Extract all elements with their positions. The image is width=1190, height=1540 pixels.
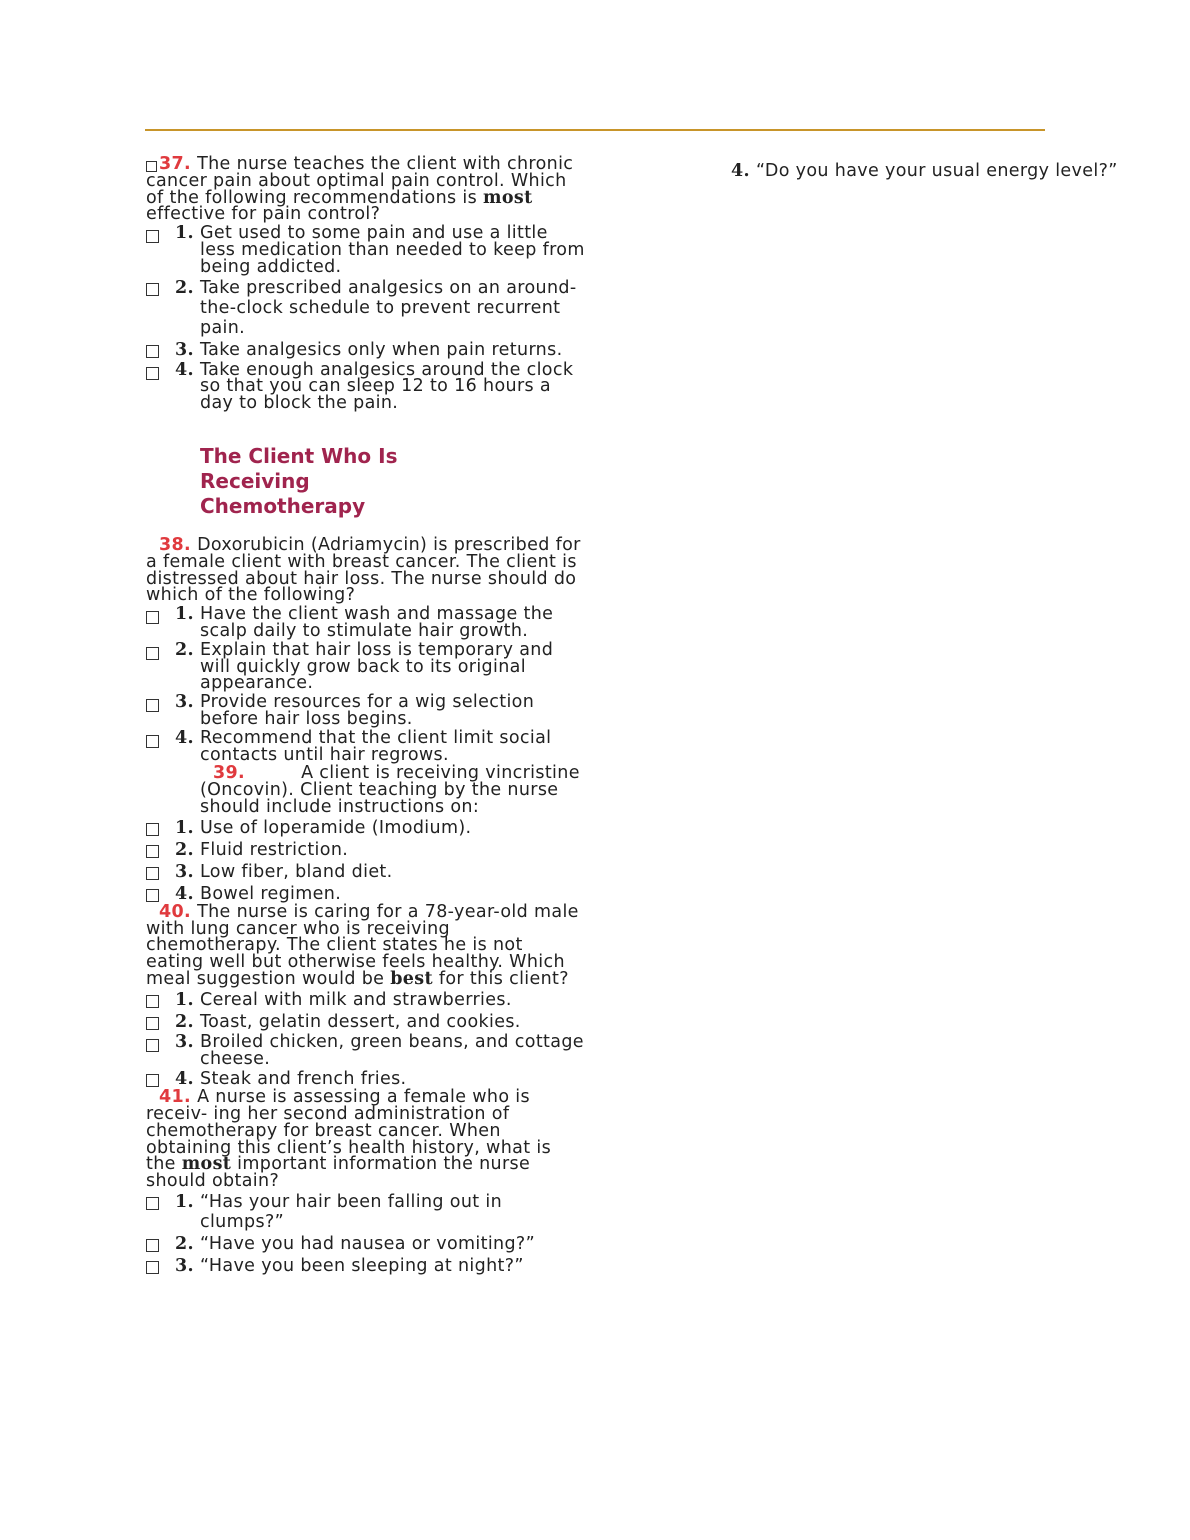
left-column (146, 156, 586, 1276)
option-number: 1. (175, 223, 194, 244)
option-text: “Do you have your usual energy level?” (755, 161, 1118, 181)
option-number: 4. (175, 883, 194, 904)
question-text: The nurse is caring for a 78-year-old male with lung cancer who is receiving chemotherapy. The client states he is not eating well but otherwise feels healthy. Which meal suggestion would be (146, 901, 579, 989)
q40-option-3 (146, 1031, 586, 1069)
question-number: 38. (159, 534, 192, 555)
option-number: 3. (175, 339, 194, 360)
option-text: Have the client wash and massage the scalp daily to stimulate hair growth. (200, 604, 554, 641)
answer-checkbox[interactable] (146, 611, 159, 624)
option-text: Get used to some pain and use a little less medication than needed to keep from being addicted. (200, 223, 585, 277)
option-text: Cereal with milk and strawberries. (200, 989, 512, 1010)
option-number: 4. (175, 1069, 194, 1090)
q41-option-2 (146, 1234, 586, 1254)
question-39-stem (146, 765, 586, 815)
option-text: Take enough analgesics around the clock so that you can sleep 12 to 16 hours a day to block the pain. (200, 359, 574, 414)
answer-checkbox[interactable] (146, 1074, 159, 1087)
question-text: The nurse teaches the client with chronic cancer pain about optimal pain control. Which of the following recommendations is (146, 154, 574, 208)
answer-checkbox[interactable] (146, 889, 159, 902)
option-text: Fluid restriction. (200, 839, 349, 860)
q41-option-3 (146, 1256, 586, 1276)
answer-checkbox[interactable] (146, 647, 159, 660)
question-number: 37. (159, 154, 192, 174)
option-number: 4. (175, 727, 194, 748)
answer-checkbox[interactable] (146, 345, 159, 358)
answer-checkbox[interactable] (146, 867, 159, 880)
q39-option-3 (146, 862, 586, 882)
q38-option-2 (146, 639, 586, 694)
option-number: 3. (175, 1256, 194, 1277)
answer-checkbox[interactable] (146, 823, 159, 836)
q40-option-4 (146, 1069, 586, 1089)
question-38-stem (146, 534, 586, 606)
question-text: effective for pain control? (146, 204, 381, 225)
answer-checkbox[interactable] (146, 1197, 159, 1210)
q39-option-4 (146, 884, 586, 904)
answer-checkbox[interactable] (146, 735, 159, 748)
header-rule (145, 129, 1045, 131)
q39-option-1 (146, 818, 586, 838)
q40-option-2 (146, 1012, 586, 1032)
question-number: 41. (159, 1087, 192, 1108)
option-text: Provide resources for a wig selection before hair loss begins. (200, 692, 535, 729)
question-37-checkbox[interactable] (146, 161, 157, 172)
question-40-stem (146, 901, 586, 989)
q37-option-3 (146, 340, 586, 360)
question-41-stem (146, 1089, 586, 1190)
option-number: 4. (731, 161, 750, 181)
option-number: 3. (175, 861, 194, 882)
emphasis: most (482, 187, 533, 208)
question-number: 39. (213, 763, 246, 784)
question-text: A client is receiving vincristine (Oncovin). Client teaching by the nurse should include instructions on: (200, 763, 580, 817)
answer-checkbox[interactable] (146, 283, 159, 296)
q40-option-1 (146, 990, 586, 1010)
q38-option-1 (146, 606, 586, 640)
option-number: 2. (175, 277, 194, 298)
section-heading: The Client Who Is Receiving Chemotherapy (200, 443, 398, 518)
answer-checkbox[interactable] (146, 1039, 159, 1052)
q41-option-1 (146, 1192, 586, 1232)
emphasis: most (181, 1154, 232, 1175)
option-text: Explain that hair loss is temporary and will quickly grow back to its original appearance. (200, 639, 554, 694)
question-text: important information the nurse should obtain? (146, 1154, 531, 1192)
question-37-stem (146, 156, 586, 223)
q37-option-1 (146, 225, 586, 275)
answer-checkbox[interactable] (146, 699, 159, 712)
question-number: 40. (159, 901, 192, 922)
option-text: Recommend that the client limit social contacts until hair regrows. (200, 727, 552, 765)
option-text: Low fiber, bland diet. (200, 861, 393, 882)
answer-checkbox[interactable] (146, 367, 159, 380)
option-number: 3. (175, 692, 194, 713)
question-text: A nurse is assessing a female who is receiv- ing her second administration of chemotherapy for breast cancer. When obtaining this client’s health history, what is the (146, 1087, 552, 1175)
option-number: 2. (175, 1011, 194, 1032)
option-number: 1. (175, 1192, 194, 1213)
option-number: 2. (175, 639, 194, 660)
option-text: “Have you had nausea or vomiting?” (200, 1234, 535, 1255)
question-text: for this client? (432, 968, 569, 989)
q38-option-3 (146, 694, 586, 728)
emphasis: best (390, 968, 433, 989)
option-text: Bowel regimen. (200, 883, 342, 904)
answer-checkbox[interactable] (146, 995, 159, 1008)
answer-checkbox[interactable] (146, 1261, 159, 1274)
option-text: Broiled chicken, green beans, and cottage cheese. (200, 1031, 584, 1069)
q39-option-2 (146, 840, 586, 860)
option-number: 1. (175, 604, 194, 625)
q37-option-2 (146, 278, 586, 338)
option-number: 1. (175, 817, 194, 838)
option-number: 2. (175, 1234, 194, 1255)
q38-option-4 (146, 727, 586, 765)
option-number: 3. (175, 1031, 194, 1052)
q41-option-4 (731, 161, 1118, 181)
option-text: “Have you been sleeping at night?” (200, 1256, 524, 1277)
option-text: “Has your hair been falling out in clumps?” (200, 1192, 503, 1233)
answer-checkbox[interactable] (146, 845, 159, 858)
option-text: Take prescribed analgesics on an around- the-clock schedule to prevent recurrent pain. (200, 277, 577, 338)
option-text: Use of loperamide (Imodium). (200, 817, 472, 838)
option-number: 1. (175, 989, 194, 1010)
option-text: Toast, gelatin dessert, and cookies. (200, 1011, 521, 1032)
answer-checkbox[interactable] (146, 1017, 159, 1030)
q37-option-4 (146, 359, 586, 414)
option-number: 2. (175, 839, 194, 860)
option-text: Take analgesics only when pain returns. (200, 339, 563, 360)
question-text: Doxorubicin (Adriamycin) is prescribed for a female client with breast cancer. The client is distressed about hair loss. The nurse should do which of the following? (146, 534, 581, 606)
answer-checkbox[interactable] (146, 1239, 159, 1252)
answer-checkbox[interactable] (146, 230, 159, 243)
option-text: Steak and french fries. (200, 1069, 407, 1090)
option-number: 4. (175, 359, 194, 380)
